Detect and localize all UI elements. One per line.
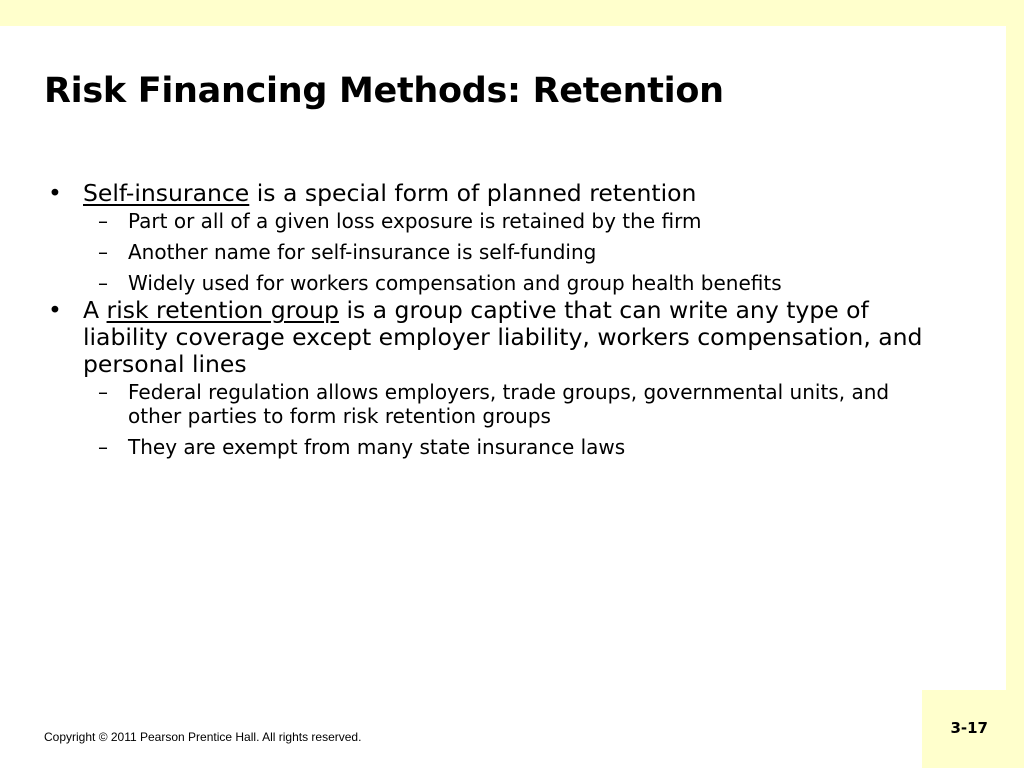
- bullet-text: is a group captive that can write any type of liability coverage except employer liability, workers compensation, and personal lines: [83, 296, 923, 378]
- term-risk-retention-group: risk retention group: [106, 296, 339, 324]
- bullet-marker: •: [48, 296, 62, 324]
- sub-bullet: [48, 271, 948, 295]
- copyright-notice: Copyright © 2011 Pearson Prentice Hall. All rights reserved.: [44, 730, 362, 744]
- bullet-self-insurance: [48, 180, 948, 207]
- sub-bullet: [48, 380, 948, 428]
- sub-bullet-text: Widely used for workers compensation and group health benefits: [128, 271, 782, 295]
- bullet-prefix: A: [83, 296, 107, 324]
- slide-body: [48, 180, 948, 459]
- term-self-insurance: Self-insurance: [83, 179, 250, 207]
- sub-bullet-text: They are exempt from many state insurance laws: [128, 435, 626, 459]
- bullet-risk-retention-group: [48, 297, 948, 378]
- right-border-band: [1006, 0, 1024, 768]
- top-border-band: [0, 0, 1024, 26]
- sub-bullet-text: Part or all of a given loss exposure is retained by the firm: [128, 209, 702, 233]
- sub-bullet-marker: –: [98, 209, 108, 233]
- bullet-text: is a special form of planned retention: [249, 179, 697, 207]
- sub-bullet: [48, 435, 948, 459]
- bullet-marker: •: [48, 179, 62, 207]
- sub-bullet-text: Another name for self-insurance is self-funding: [128, 240, 597, 264]
- page-number: 3-17: [950, 719, 988, 737]
- sub-bullet: [48, 209, 948, 233]
- sub-bullet-text: Federal regulation allows employers, trade groups, governmental units, and other parties to form risk retention groups: [128, 380, 890, 428]
- sub-bullet-marker: –: [98, 435, 108, 459]
- slide-title: Risk Financing Methods: Retention: [44, 71, 724, 111]
- sub-bullet-marker: –: [98, 240, 108, 264]
- sub-bullet-marker: –: [98, 271, 108, 295]
- sub-bullet: [48, 240, 948, 264]
- sub-bullet-marker: –: [98, 380, 108, 404]
